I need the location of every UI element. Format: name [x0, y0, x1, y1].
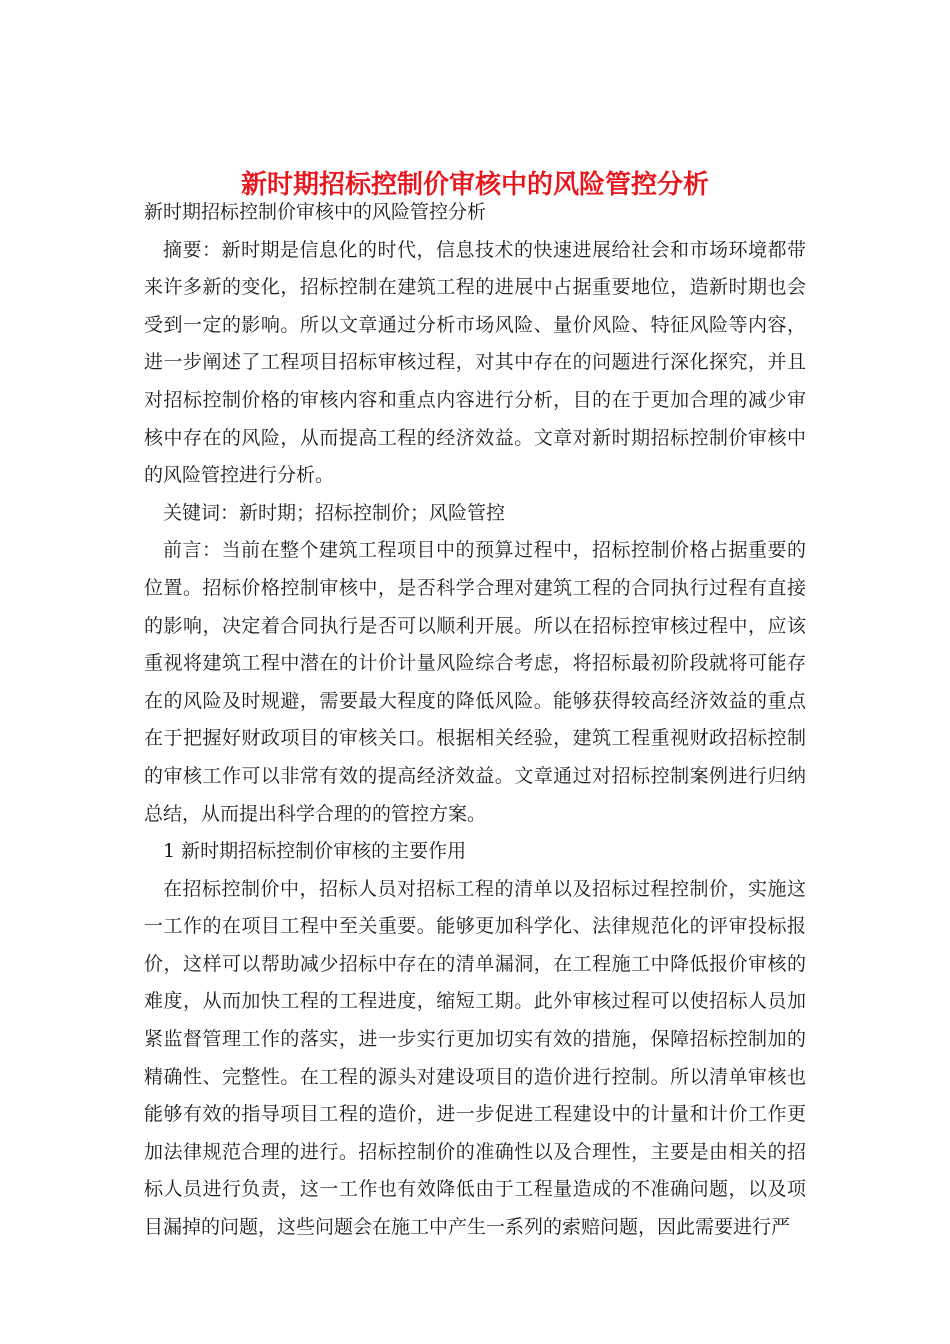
section-heading: 1 新时期招标控制价审核的主要作用	[163, 840, 467, 863]
preface-paragraph: 前言：当前在整个建筑工程项目中的预算过程中，招标控制价格占据重要的位置。招标价格控制审核中，是否科学合理对建筑工程的合同执行过程有直接的影响，决定着合同执行是否可以顺利开展。所以在招标控审核过程中，应该重视将建筑工程中潜在的计价计量风险综合考虑，将招标最初阶段就将可能存在的风险及时规避，需要最大程度的降低风险。能够获得较高经济效益的重点在于把握好财政项目的审核关口。根据相关经验，建筑工程重视财政招标控制的审核工作可以非常有效的提高经济效益。文章通过对招标控制案例进行归纳总结，从而提出科学合理的的管控方案。	[144, 539, 806, 825]
document-body	[144, 194, 806, 1247]
keywords-paragraph: 关键词：新时期；招标控制价；风险管控	[163, 501, 506, 524]
subtitle-paragraph: 新时期招标控制价审核中的风险管控分析	[144, 201, 487, 223]
abstract-paragraph: 摘要：新时期是信息化的时代，信息技术的快速进展给社会和市场环境都带来许多新的变化，招标控制在建筑工程的进展中占据重要地位，造新时期也会受到一定的影响。所以文章通过分析市场风险、量价风险、特征风险等内容，进一步阐述了工程项目招标审核过程，对其中存在的问题进行深化探究，并且对招标控制价格的审核内容和重点内容进行分析，目的在于更加合理的减少审核中存在的风险，从而提高工程的经济效益。文章对新时期招标控制价审核中的风险管控进行分析。	[144, 238, 806, 487]
document-title: 新时期招标控制价审核中的风险管控分析	[240, 170, 709, 201]
section-paragraph: 在招标控制价中，招标人员对招标工程的清单以及招标过程控制价，实施这一工作的在项目工程中至关重要。能够更加科学化、法律规范化的评审投标报价，这样可以帮助减少招标中存在的清单漏洞，在工程施工中降低报价审核的难度，从而加快工程的工程进度，缩短工期。此外审核过程可以使招标人员加紧监督管理工作的落实，进一步实行更加切实有效的措施，保障招标控制加的精确性、完整性。在工程的源头对建设项目的造价进行控制。所以清单审核也能够有效的指导项目工程的造价，进一步促进工程建设中的计量和计价工作更加法律规范合理的进行。招标控制价的准确性以及合理性，主要是由相关的招标人员进行负责，这一工作也有效降低由于工程量造成的不准确问题，以及项目漏掉的问题，这些问题会在施工中产生一系列的索赔问题，因此需要进行严	[144, 877, 806, 1239]
